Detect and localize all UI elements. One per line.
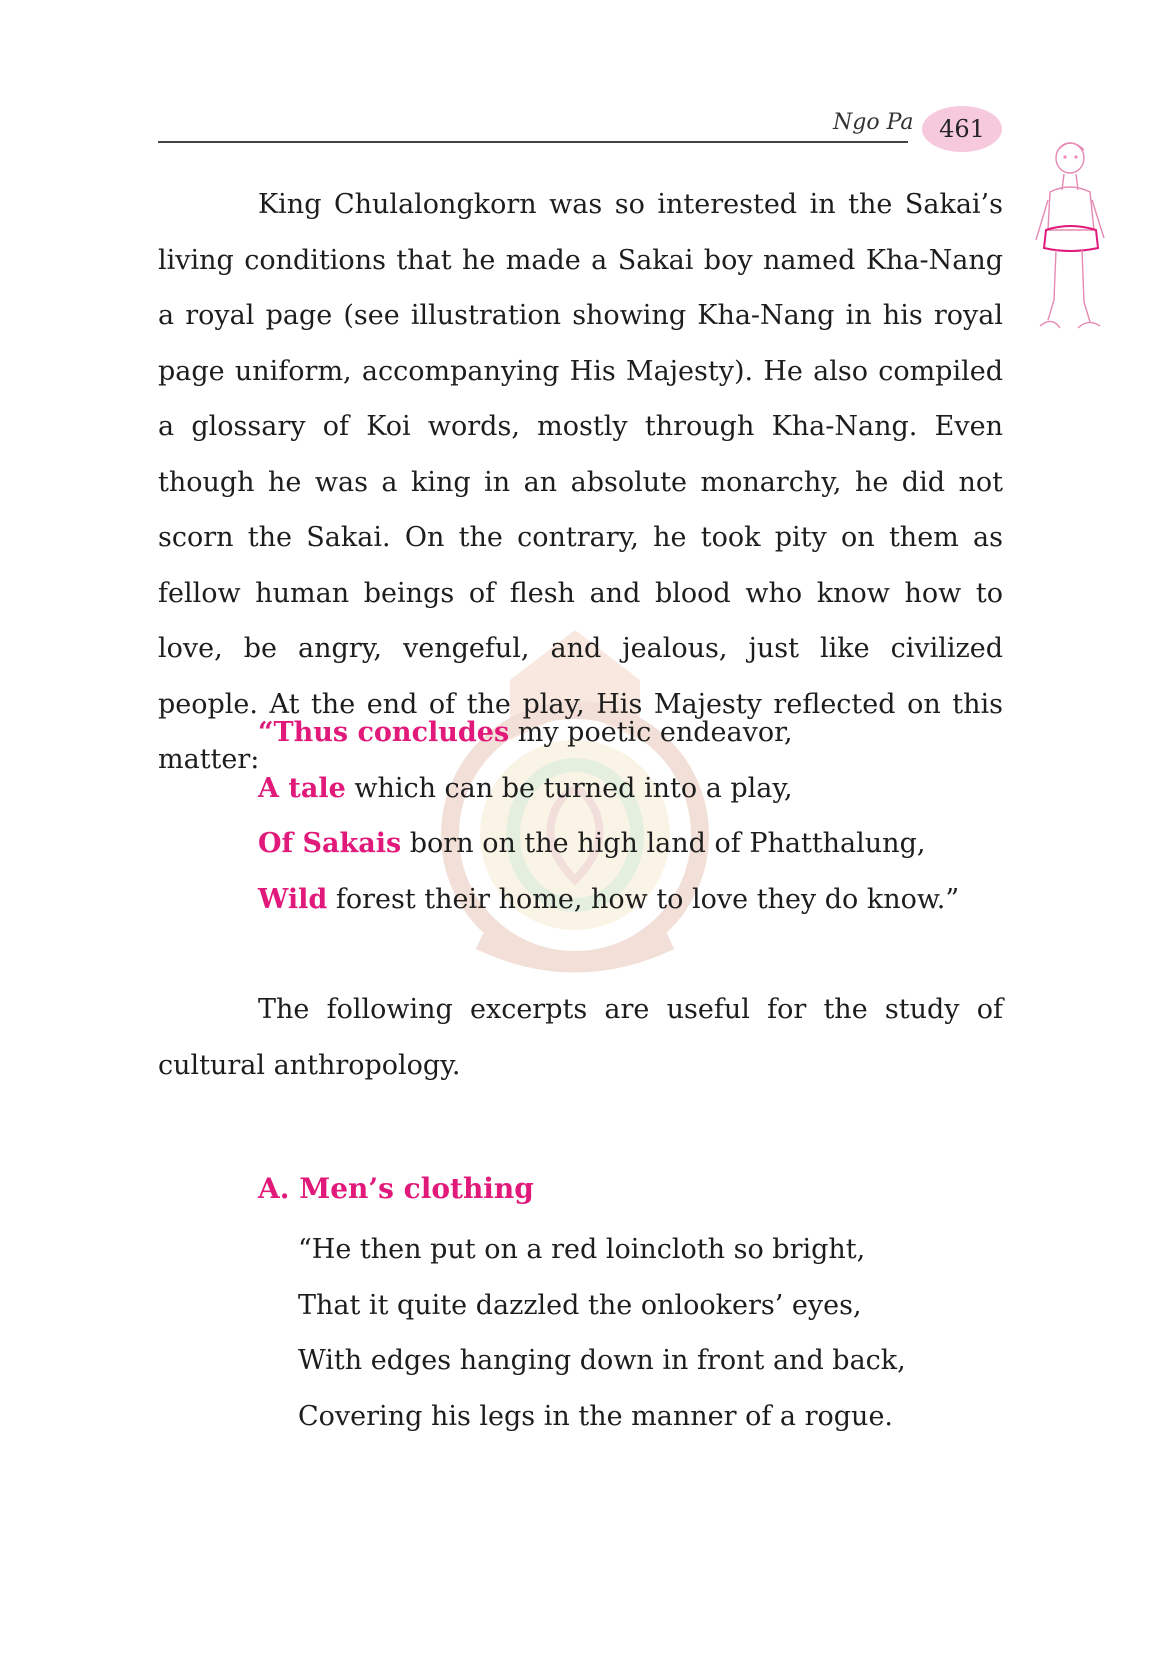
quote-line: “He then put on a red loincloth so bright, xyxy=(298,1234,866,1265)
main-text-2 xyxy=(158,982,1003,1093)
page-number-badge xyxy=(922,106,1002,152)
quote-line: That it quite dazzled the onlookers’ eyes, xyxy=(298,1289,862,1321)
verse-line: A tale which can be turned into a play, xyxy=(258,772,793,804)
page-header xyxy=(0,0,1164,160)
paragraph-1: King Chulalongkorn was so interested in the Sakai’s living conditions that he made a Sakai boy named Kha-Nang a royal page (see illustration showing Kha-Nang in his royal page uniform, accompanying His Majesty). He also compiled a glossary of Koi words, mostly through Kha-Nang. Even though he was a king in an absolute monarchy, he did not scorn the Sakai. On the contrary, he took pity on them as fellow human beings of flesh and blood who know how to love, be angry, vengeful, and jealous, just like civilized people. At the end of the play, His Majesty reflected on this matter: xyxy=(158,189,1003,775)
verse-line: Of Sakais born on the high land of Phatthalung, xyxy=(258,828,926,859)
royal-verse xyxy=(258,705,1018,927)
running-title: Ngo Pa xyxy=(833,110,914,135)
page-number: 461 xyxy=(939,115,985,143)
verse-line: Wild forest their home, how to love they do know.” xyxy=(258,883,960,915)
section-heading: A. Men’s clothing xyxy=(258,1172,534,1205)
main-text xyxy=(158,177,1003,788)
header-rule xyxy=(158,141,908,143)
verse-line: “Thus concludes my poetic endeavor, xyxy=(258,717,793,748)
paragraph-2: The following excerpts are useful for the study of cultural anthropology. xyxy=(158,994,1003,1081)
clothing-quote xyxy=(298,1222,906,1444)
quote-line: Covering his legs in the manner of a rogue. xyxy=(298,1400,894,1432)
sakai-figure-illustration xyxy=(1028,130,1118,350)
quote-line: With edges hanging down in front and back, xyxy=(298,1345,906,1376)
